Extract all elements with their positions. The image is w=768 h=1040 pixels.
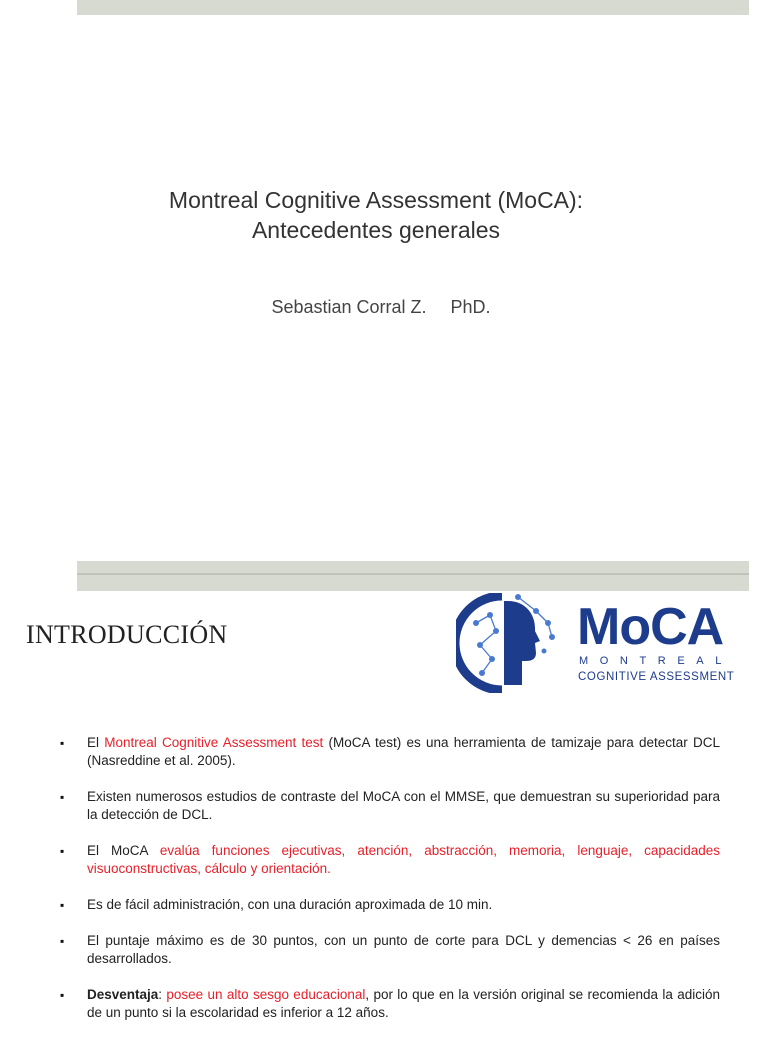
author-name: Sebastian Corral Z. xyxy=(271,297,427,317)
bullet-text: Es de fácil administración, con una duración aproximada de 10 min. xyxy=(87,897,493,912)
bullet-text: El xyxy=(87,735,105,750)
slide2-heading: INTRODUCCIÓN xyxy=(26,620,228,649)
bullet-item-6 xyxy=(60,986,720,1022)
title-line-1: Montreal Cognitive Assessment (MoCA): xyxy=(168,187,584,213)
bullet-item-2 xyxy=(60,788,720,824)
logo-cognitive-assessment-text: COGNITIVE ASSESSMENT xyxy=(578,671,735,683)
bullet-text: El MoCA xyxy=(87,843,160,858)
slide2-top-bar-upper xyxy=(77,561,749,573)
slide1-title xyxy=(0,185,752,245)
title-line-2: Antecedentes generales xyxy=(251,217,501,243)
bullet-highlight: Montreal Cognitive Assessment test xyxy=(104,735,324,750)
slide1-top-bar xyxy=(77,0,749,15)
logo-montreal-text: MONTREAL xyxy=(579,655,733,667)
bullet-item-5 xyxy=(60,932,720,968)
bullet-text: El puntaje máximo es de 30 puntos, con un punto de corte para DCL y demencias < 26 en países desarrollados. xyxy=(87,933,720,966)
bullet-bold-label: Desventaja xyxy=(87,987,159,1002)
moca-logo xyxy=(456,593,756,693)
logo-wordmark: MoCA xyxy=(577,598,724,656)
bullet-item-1 xyxy=(60,734,720,770)
bullet-highlight: posee un alto sesgo educacional xyxy=(166,987,366,1002)
head-network-icon xyxy=(456,593,566,693)
bullet-item-3 xyxy=(60,842,720,878)
bullet-text: : xyxy=(158,987,167,1002)
bullet-text: Existen numerosos estudios de contraste del MoCA con el MMSE, que demuestran su superioridad para la detección de DCL. xyxy=(87,789,720,822)
intro-bullet-list xyxy=(60,734,720,1040)
slide1-author xyxy=(0,297,762,318)
author-degree: PhD. xyxy=(450,297,491,317)
slide2-top-bar-lower xyxy=(77,575,749,591)
bullet-text: , por lo que en la versión original se recomienda la adición de un punto si la escolaridad es inferior a 12 años. xyxy=(87,987,720,1020)
bullet-item-4 xyxy=(60,896,720,914)
bullet-text: (MoCA test) es una herramienta de tamizaje para detectar DCL (Nasreddine et al. 2005). xyxy=(87,735,720,768)
bullet-highlight: evalúa funciones ejecutivas, atención, abstracción, memoria, lenguaje, capacidades visuoconstructivas, cálculo y orientación. xyxy=(87,843,720,876)
